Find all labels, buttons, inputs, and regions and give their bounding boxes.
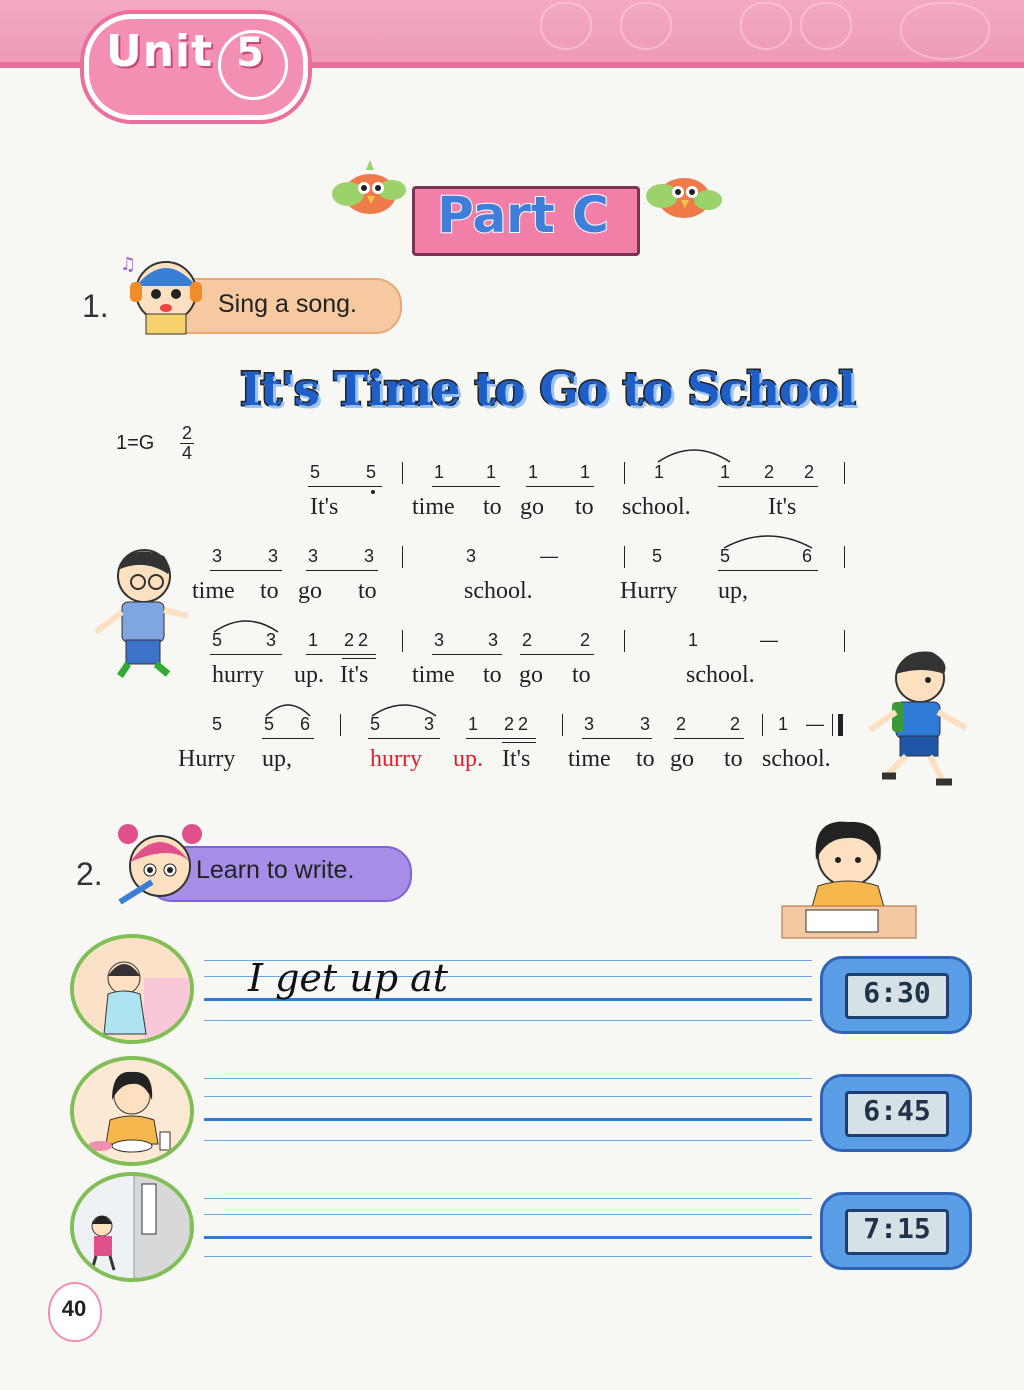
lyric-highlight: up.: [453, 746, 483, 772]
note: 3: [268, 546, 279, 566]
girl-at-desk-illustration: [778, 814, 920, 944]
lyric: go: [520, 494, 544, 520]
lyric: time: [192, 578, 235, 604]
lyric: go: [298, 578, 322, 604]
lyric: to: [483, 662, 502, 688]
time-signature-top: 2: [181, 423, 192, 443]
note: 1: [720, 462, 731, 482]
boy-with-glasses-illustration: [88, 540, 192, 680]
page-number: 40: [61, 1296, 87, 1321]
lyric: to: [483, 494, 502, 520]
note: —: [760, 630, 778, 650]
instruction-text: Sing a song.: [218, 290, 357, 318]
girl-writing-icon: [112, 818, 208, 914]
note: 2: [358, 630, 369, 650]
note: 1: [468, 714, 479, 734]
lyric: hurry: [212, 662, 264, 688]
lyric: school.: [622, 494, 691, 520]
note: 5: [720, 546, 731, 566]
lyric: time: [412, 662, 455, 688]
note: 3: [584, 714, 595, 734]
note: 3: [434, 630, 445, 650]
note: 2: [764, 462, 775, 482]
lyric: It's: [768, 494, 797, 520]
note: 2: [580, 630, 591, 650]
unit-number: 5: [236, 30, 264, 76]
singing-boy-icon: [116, 250, 216, 336]
lyric: school.: [686, 662, 755, 688]
time-signature: [180, 424, 194, 463]
note: 1: [486, 462, 497, 482]
lyric: to: [572, 662, 591, 688]
lyric-highlight: hurry: [370, 746, 422, 772]
note: 3: [466, 546, 477, 566]
note: 3: [640, 714, 651, 734]
clock-time: 7:15: [845, 1209, 949, 1255]
note: 2: [676, 714, 687, 734]
lyric: to: [358, 578, 377, 604]
note: 1: [580, 462, 591, 482]
note: 2: [504, 714, 515, 734]
note: 1: [688, 630, 699, 650]
girl-going-to-school-picture: [70, 1172, 194, 1282]
clock-time: 6:45: [845, 1091, 949, 1137]
bird-icon: [642, 164, 726, 228]
lyric: to: [724, 746, 743, 772]
handwriting-example: I get up at: [248, 956, 449, 1000]
digital-clock: [820, 956, 972, 1034]
note: 3: [266, 630, 277, 650]
instruction-text: Learn to write.: [196, 856, 355, 884]
section-number: 1.: [82, 288, 109, 324]
note: —: [540, 546, 558, 566]
note: 5: [212, 714, 223, 734]
girl-eating-breakfast-picture: [70, 1056, 194, 1166]
note: 3: [212, 546, 223, 566]
lyric: up,: [262, 746, 292, 772]
lyric: up,: [718, 578, 748, 604]
note: 3: [488, 630, 499, 650]
lyric: school.: [464, 578, 533, 604]
strawberry-decoration-icon: [540, 2, 592, 50]
note: 1: [308, 630, 319, 650]
unit-label: Unit: [106, 26, 214, 77]
note: 1: [528, 462, 539, 482]
lyric: Hurry: [178, 746, 236, 772]
note: —: [806, 714, 824, 734]
lyric: It's: [502, 746, 531, 772]
lyric: Hurry: [620, 578, 678, 604]
note: 2: [522, 630, 533, 650]
song-title: It's Time to Go to School: [240, 362, 855, 416]
time-signature-bottom: 4: [181, 443, 192, 463]
note: 2: [804, 462, 815, 482]
lyric: school.: [762, 746, 831, 772]
note: 3: [364, 546, 375, 566]
note: 2: [518, 714, 529, 734]
part-title: Part C: [437, 186, 609, 244]
lyric: go: [519, 662, 543, 688]
lyric: to: [575, 494, 594, 520]
strawberry-decoration-icon: [800, 2, 852, 50]
note: 6: [802, 546, 813, 566]
note: 6: [300, 714, 311, 734]
girl-waking-up-picture: [70, 934, 194, 1044]
note: 5: [310, 462, 321, 482]
digital-clock: [820, 1074, 972, 1152]
digital-clock: [820, 1192, 972, 1270]
note: 1: [654, 462, 665, 482]
lyric: It's: [310, 494, 339, 520]
lyric: go: [670, 746, 694, 772]
note: 5: [366, 462, 377, 482]
lyric: time: [568, 746, 611, 772]
note: 5: [212, 630, 223, 650]
boy-walking-illustration: [866, 644, 970, 790]
note: 5: [652, 546, 663, 566]
lyric: It's: [340, 662, 369, 688]
note: 1: [434, 462, 445, 482]
svg-text:♫: ♫: [120, 254, 137, 275]
strawberry-decoration-icon: [740, 2, 792, 50]
note: 3: [308, 546, 319, 566]
key-signature: 1=G: [116, 432, 155, 454]
lyric: to: [636, 746, 655, 772]
note: 1: [778, 714, 789, 734]
lyric: up.: [294, 662, 324, 688]
note: 5: [264, 714, 275, 734]
note: 2: [344, 630, 355, 650]
note: 2: [730, 714, 741, 734]
section-number: 2.: [76, 856, 103, 892]
note: 5: [370, 714, 381, 734]
note: 3: [424, 714, 435, 734]
clock-time: 6:30: [845, 973, 949, 1019]
lyric: time: [412, 494, 455, 520]
strawberry-decoration-icon: [620, 2, 672, 50]
bird-icon: [330, 156, 410, 222]
lyric: to: [260, 578, 279, 604]
strawberry-decoration-icon: [900, 2, 990, 60]
